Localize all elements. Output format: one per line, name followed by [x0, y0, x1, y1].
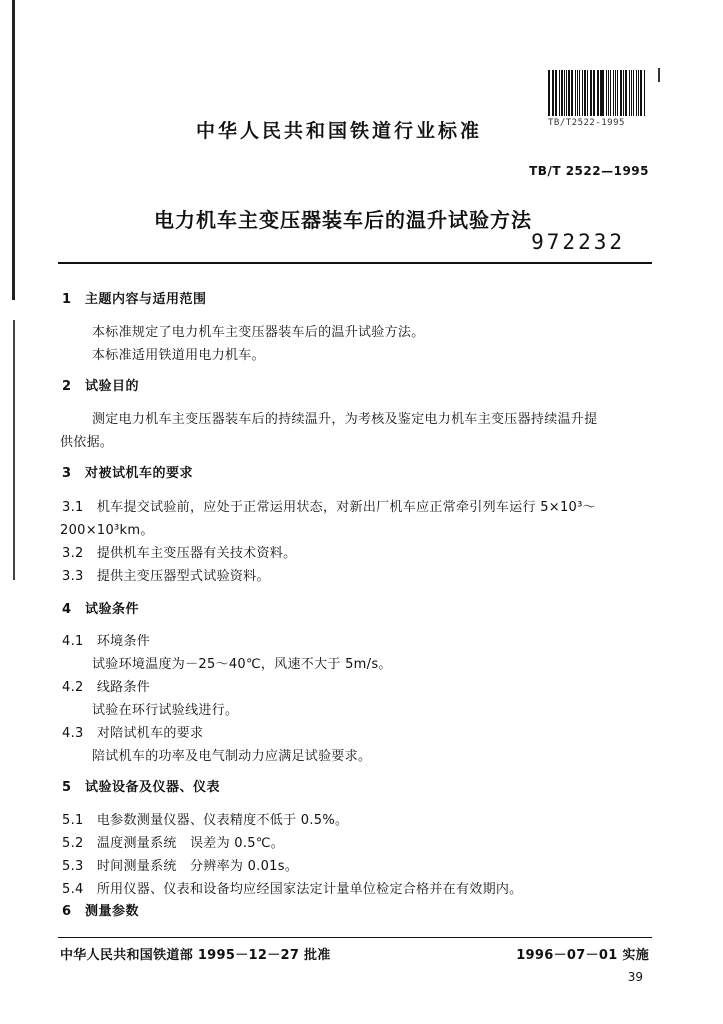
- barcode-stripe: [631, 70, 632, 116]
- barcode-stripe: [552, 70, 553, 116]
- barcode-stripe: [575, 70, 576, 116]
- section-heading: 1 主题内容与适用范围: [62, 292, 207, 307]
- paragraph: 试验在环行试验线进行。: [92, 703, 239, 718]
- barcode-stripe: [606, 70, 608, 116]
- subclause-heading: 4.1 环境条件: [62, 634, 151, 649]
- barcode-stripe: [579, 70, 581, 116]
- section-heading: 4 试验条件: [62, 602, 140, 617]
- standard-number: TB/T 2522—1995: [529, 164, 649, 178]
- barcode-stripe: [615, 70, 616, 116]
- barcode-stripe: [600, 70, 601, 116]
- scan-margin-mark: [13, 320, 15, 580]
- subclause-heading: 4.3 对陪试机车的要求: [62, 726, 204, 741]
- barcode-stripe: [644, 70, 645, 116]
- clause: 5.4 所用仪器、仪表和设备均应经国家法定计量单位检定合格并在有效期内。: [62, 882, 523, 897]
- barcode-stripe: [548, 70, 550, 116]
- section-heading: 5 试验设备及仪器、仪表: [62, 780, 221, 795]
- paragraph: 测定电力机车主变压器装车后的持续温升，为考核及鉴定电力机车主变压器持续温升提: [92, 412, 598, 427]
- header-divider: [58, 262, 652, 264]
- footer-divider: [58, 937, 652, 938]
- barcode-stripe: [559, 70, 560, 116]
- document-code: 972232: [531, 230, 625, 254]
- paragraph: 试验环境温度为－25～40℃，风速不大于 5m/s。: [92, 657, 392, 672]
- barcode-stripe: [623, 70, 624, 116]
- barcode-stripe: [584, 70, 586, 116]
- paragraph: 陪试机车的功率及电气制动力应满足试验要求。: [92, 749, 372, 764]
- barcode-stripe: [564, 70, 565, 116]
- page-number: 39: [627, 970, 643, 984]
- paragraph: 供依据。: [60, 435, 114, 450]
- barcode-stripe: [608, 70, 609, 116]
- barcode-stripe: [613, 70, 615, 116]
- barcode-stripe: [617, 70, 618, 116]
- barcode-stripe: [587, 70, 588, 116]
- barcode-stripe: [561, 70, 563, 116]
- approval-date: 中华人民共和国铁道部 1995－12－27 批准: [60, 948, 331, 963]
- barcode-stripe: [555, 70, 557, 116]
- implementation-date: 1996－07－01 实施: [516, 948, 649, 963]
- paragraph: 本标准适用铁道用电力机车。: [92, 348, 265, 363]
- barcode-stripe: [582, 70, 583, 116]
- clause: 3.2 提供机车主变压器有关技术资料。: [62, 546, 297, 561]
- section-heading: 6 测量参数: [62, 904, 140, 919]
- clause: 3.1 机车提交试验前，应处于正常运用状态，对新出厂机车应正常牵引列车运行 5×10³～: [62, 500, 596, 515]
- section-heading: 2 试验目的: [62, 379, 140, 394]
- scan-margin-mark: [12, 0, 15, 300]
- paragraph: 本标准规定了电力机车主变压器装车后的温升试验方法。: [92, 325, 425, 340]
- barcode-stripe: [601, 70, 603, 116]
- barcode-stripe: [590, 70, 592, 116]
- barcode-label: TB/T2522-1995: [548, 118, 625, 128]
- barcode-stripe: [620, 70, 622, 116]
- scan-corner-mark: [658, 68, 660, 82]
- barcode-stripe: [610, 70, 611, 116]
- barcode-stripe: [640, 70, 642, 116]
- standard-organization: 中华人民共和国铁道行业标准: [196, 120, 483, 142]
- barcode-stripe: [566, 70, 567, 116]
- clause: 5.2 温度测量系统 误差为 0.5℃。: [62, 836, 285, 851]
- barcode-stripe: [633, 70, 634, 116]
- barcode-stripe: [577, 70, 578, 116]
- section-heading: 3 对被试机车的要求: [62, 466, 194, 481]
- clause: 3.3 提供主变压器型式试验资料。: [62, 569, 270, 584]
- clause: 5.3 时间测量系统 分辨率为 0.01s。: [62, 859, 299, 874]
- subclause-heading: 4.2 线路条件: [62, 680, 151, 695]
- barcode-stripe: [593, 70, 594, 116]
- barcode-stripe: [636, 70, 638, 116]
- barcode-stripe: [568, 70, 570, 116]
- clause: 5.1 电参数测量仪器、仪表精度不低于 0.5%。: [62, 813, 349, 828]
- clause: 200×10³km。: [60, 523, 154, 538]
- barcode-stripe: [625, 70, 627, 116]
- barcode-stripe: [594, 70, 595, 116]
- barcode-image: [548, 70, 646, 116]
- barcode-stripe: [638, 70, 639, 116]
- barcode-stripe: [629, 70, 631, 116]
- document-title: 电力机车主变压器装车后的温升试验方法: [154, 208, 532, 232]
- barcode-stripe: [597, 70, 599, 116]
- barcode-stripe: [553, 70, 554, 116]
- barcode-stripe: [571, 70, 573, 116]
